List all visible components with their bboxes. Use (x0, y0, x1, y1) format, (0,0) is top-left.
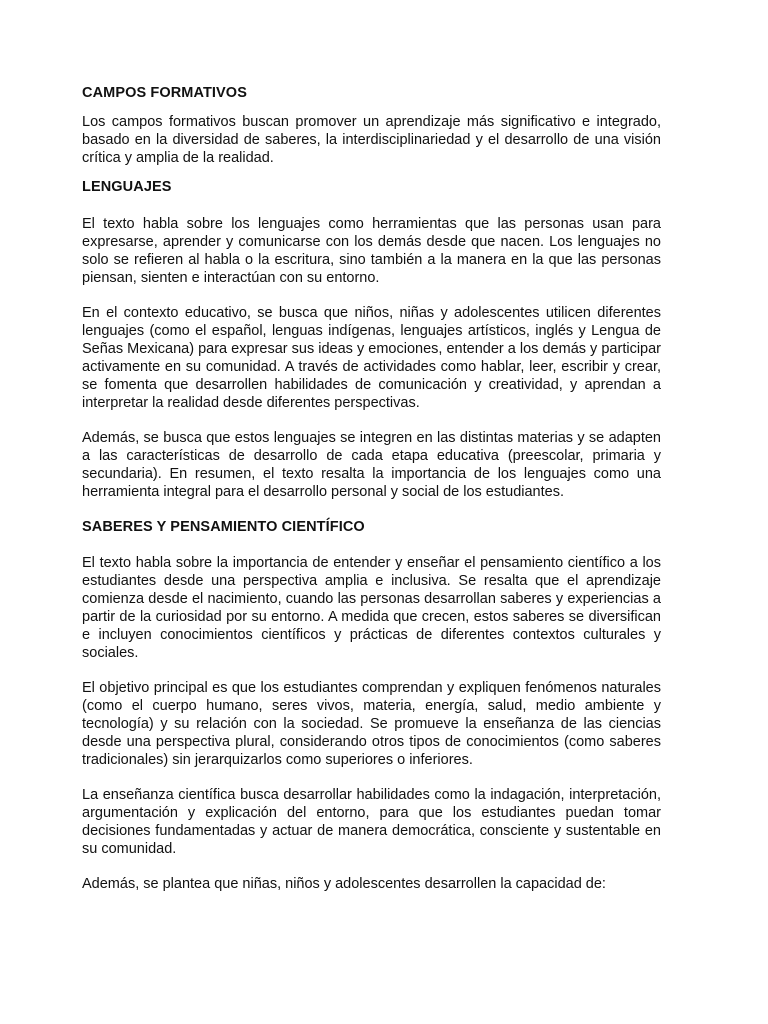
paragraph-campos-formativos: Los campos formativos buscan promover un aprendizaje más significativo e integrado, basado en la diversidad de saberes, la interdisciplinariedad y el desarrollo de una visión crítica y amplia de la realidad. (82, 114, 661, 166)
section-heading-saberes: SABERES Y PENSAMIENTO CIENTÍFICO (82, 519, 365, 535)
paragraph-lenguajes-3: Además, se busca que estos lenguajes se integren en las distintas materias y se adapten a las características de desarrollo de cada etapa educativa (preescolar, primaria y secundaria). En resumen, el texto resalta la importancia de los lenguajes como una herramienta integral para el desarrollo personal y social de los estudiantes. (82, 430, 661, 500)
paragraph-saberes-2: El objetivo principal es que los estudiantes comprendan y expliquen fenómenos naturales (como el cuerpo humano, seres vivos, materia, energía, salud, medio ambiente y tecnología) y su relación con la sociedad. Se promueve la enseñanza de las ciencias desde una perspectiva plural, considerando otros tipos de conocimientos (como saberes tradicionales) sin jerarquizarlos como superiores o inferiores. (82, 680, 661, 768)
document-page (82, 84, 661, 893)
paragraph-saberes-3: La enseñanza científica busca desarrollar habilidades como la indagación, interpretación, argumentación y explicación del entorno, para que los estudiantes puedan tomar decisiones fundamentadas y actuar de manera democrática, consciente y sustentable en su comunidad. (82, 787, 661, 857)
paragraph-saberes-1: El texto habla sobre la importancia de entender y enseñar el pensamiento científico a los estudiantes desde una perspectiva amplia e inclusiva. Se resalta que el aprendizaje comienza desde el nacimiento, cuando las personas desarrollan saberes y experiencias a partir de la curiosidad por su entorno. A medida que crecen, estos saberes se diversifican e incluyen conocimientos científicos y prácticas de diferentes contextos culturales y sociales. (82, 555, 661, 661)
paragraph-saberes-4: Además, se plantea que niñas, niños y adolescentes desarrollen la capacidad de: (82, 876, 606, 892)
paragraph-lenguajes-2: En el contexto educativo, se busca que niños, niñas y adolescentes utilicen diferentes lenguajes (como el español, lenguas indígenas, lenguajes artísticos, inglés y Lengua de Señas Mexicana) para expresar sus ideas y emociones, entender a los demás y participar activamente en su comunidad. A través de actividades como hablar, leer, escribir y crear, se fomenta que desarrollen habilidades de comunicación y creatividad, y aprendan a interpretar la realidad desde diferentes perspectivas. (82, 305, 661, 411)
section-heading-lenguajes: LENGUAJES (82, 179, 172, 195)
paragraph-lenguajes-1: El texto habla sobre los lenguajes como herramientas que las personas usan para expresarse, aprender y comunicarse con los demás desde que nacen. Los lenguajes no solo se refieren al habla o la escritura, sino también a la manera en la que las personas piensan, sienten e interactúan con su entorno. (82, 216, 661, 286)
section-heading-campos-formativos: CAMPOS FORMATIVOS (82, 85, 247, 101)
